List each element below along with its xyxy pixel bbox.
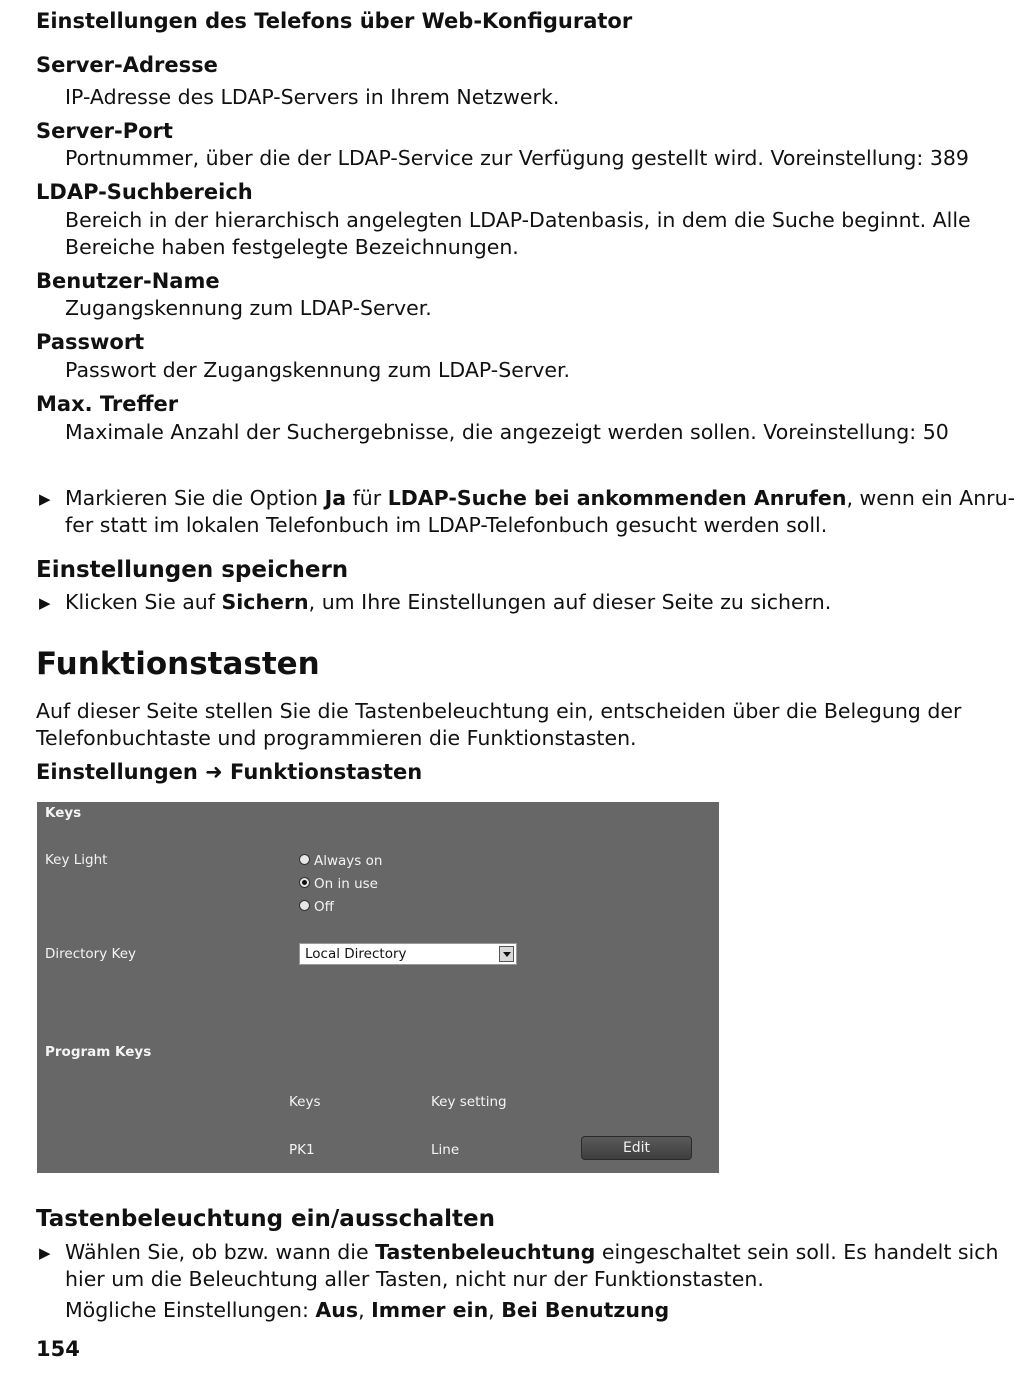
running-header: Einstellungen des Telefons über Web-Konfigurator (36, 9, 633, 33)
option-separator: , (488, 1298, 502, 1322)
desc-ldap-search-base-2: Bereiche haben festgelegte Bezeichnungen. (65, 235, 519, 259)
desc-user-name: Zugangskennung zum LDAP-Server. (65, 296, 432, 320)
breadcrumb (36, 760, 422, 784)
backlight-line2: hier um die Beleuchtung aller Tasten, nicht nur der Funktionstasten. (65, 1267, 764, 1291)
desc-max-hits: Maximale Anzahl der Suchergebnisse, die angezeigt werden sollen. Voreinstellung: 50 (65, 420, 949, 444)
save-step-pre: Klicken Sie auf (65, 590, 222, 614)
backlight-heading: Tastenbeleuchtung ein/ausschalten (36, 1206, 495, 1232)
backlight-term: Tastenbeleuchtung (375, 1240, 596, 1264)
option-separator: , (358, 1298, 372, 1322)
ldap-step-mid: für (346, 486, 388, 510)
keys-screenshot (37, 802, 719, 1173)
bullet-icon: ▶ (39, 1244, 51, 1262)
ldap-step-line2: fer statt im lokalen Telefonbuch im LDAP-Telefonbuch gesucht werden soll. (65, 513, 828, 537)
save-heading: Einstellungen speichern (36, 557, 349, 583)
radio-on-in-use-label: On in use (314, 876, 378, 892)
save-step (65, 590, 831, 614)
radio-always-on[interactable] (299, 854, 310, 865)
keys-title: Keys (45, 805, 82, 821)
page-title: Funktionstasten (36, 646, 320, 682)
directory-key-select[interactable] (299, 943, 517, 965)
ldap-step-option: Ja (324, 486, 347, 510)
row-key-pk1: PK1 (289, 1142, 315, 1158)
ldap-step-post: , wenn ein Anru- (846, 486, 1015, 510)
term-max-hits: Max. Treffer (36, 392, 179, 416)
radio-on-in-use[interactable] (299, 877, 310, 888)
backlight-line1 (65, 1240, 999, 1264)
intro-line2: Telefonbuchtaste und programmieren die Funktionstasten. (36, 726, 637, 750)
row-key-setting: Line (431, 1142, 460, 1158)
desc-password: Passwort der Zugangskennung zum LDAP-Server. (65, 358, 571, 382)
arrow-right-icon: ➜ (205, 760, 223, 784)
desc-ldap-search-base: Bereich in der hierarchisch angelegten LDAP-Datenbasis, in dem die Suche beginnt. Alle (65, 208, 971, 232)
options-label: Mögliche Einstellungen: (65, 1298, 316, 1322)
radio-always-on-label: Always on (314, 853, 383, 869)
term-password: Passwort (36, 330, 145, 354)
directory-key-label: Directory Key (45, 946, 136, 962)
radio-off-label: Off (314, 899, 334, 915)
backlight-post: eingeschaltet sein soll. Es handelt sich (595, 1240, 999, 1264)
page-number: 154 (36, 1337, 80, 1361)
backlight-pre: Wählen Sie, ob bzw. wann die (65, 1240, 376, 1264)
term-user-name: Benutzer-Name (36, 269, 220, 293)
desc-server-address: IP-Adresse des LDAP-Servers in Ihrem Netzwerk. (65, 85, 560, 109)
ldap-step-pre: Markieren Sie die Option (65, 486, 325, 510)
col-key-setting-header: Key setting (431, 1094, 507, 1110)
program-keys-title: Program Keys (45, 1044, 152, 1060)
save-step-button-name: Sichern (221, 590, 309, 614)
edit-button[interactable]: Edit (581, 1136, 692, 1160)
option-bei-benutzung: Bei Benutzung (501, 1298, 670, 1322)
breadcrumb-end: Funktionstasten (230, 760, 423, 784)
term-ldap-search-base: LDAP-Suchbereich (36, 180, 253, 204)
desc-server-port: Portnummer, über die der LDAP-Service zur Verfügung gestellt wird. Voreinstellung: 389 (65, 146, 969, 170)
term-server-port: Server-Port (36, 119, 173, 143)
breadcrumb-start: Einstellungen (36, 760, 198, 784)
directory-key-value: Local Directory (305, 946, 407, 962)
bullet-icon: ▶ (39, 594, 51, 612)
key-light-label: Key Light (45, 852, 108, 868)
ldap-step-field: LDAP-Suche bei ankommenden Anrufen (387, 486, 847, 510)
chevron-down-icon[interactable] (499, 946, 514, 962)
col-keys-header: Keys (289, 1094, 321, 1110)
save-step-post: , um Ihre Einstellungen auf dieser Seite zu sichern. (308, 590, 832, 614)
term-server-address: Server-Adresse (36, 53, 218, 77)
option-aus: Aus (315, 1298, 359, 1322)
backlight-options (65, 1298, 669, 1322)
radio-off[interactable] (299, 900, 310, 911)
bullet-icon: ▶ (39, 490, 51, 508)
option-immer-ein: Immer ein (371, 1298, 489, 1322)
ldap-step-line1 (65, 486, 1015, 510)
intro-line1: Auf dieser Seite stellen Sie die Tastenbeleuchtung ein, entscheiden über die Belegung der (36, 699, 962, 723)
